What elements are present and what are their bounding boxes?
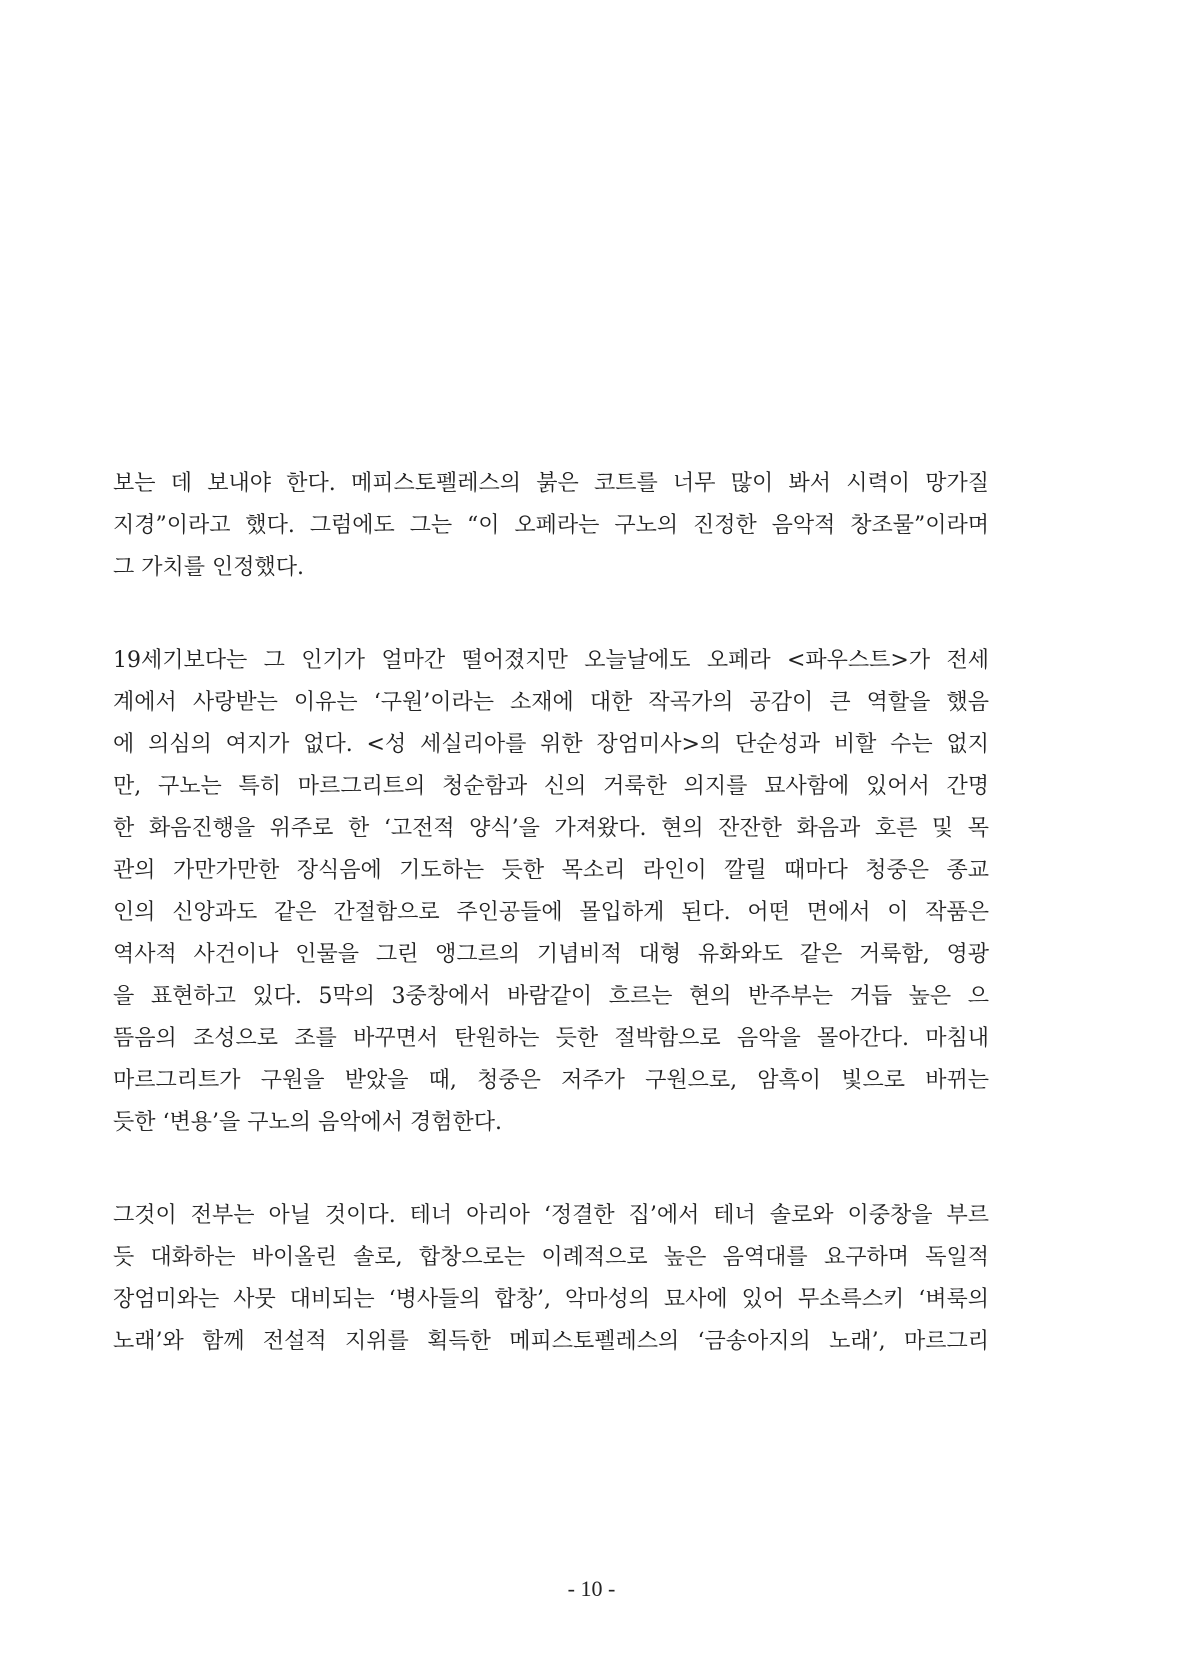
- text-line: 관의 가만가만한 장식음에 기도하는 듯한 목소리 라인이 깔릴 때마다 청중은 종교: [113, 858, 989, 883]
- paragraph: [113, 1195, 989, 1363]
- text-line: 인의 신앙과도 같은 간절함으로 주인공들에 몰입하게 된다. 어떤 면에서 이 작품은: [113, 900, 989, 925]
- text-line: 듯 대화하는 바이올린 솔로, 합창으로는 이례적으로 높은 음역대를 요구하며 독일적: [113, 1245, 989, 1270]
- text-line: 을 표현하고 있다. 5막의 3중창에서 바람같이 흐르는 현의 반주부는 거듭 높은 으: [113, 984, 989, 1009]
- text-line: 마르그리트가 구원을 받았을 때, 청중은 저주가 구원으로, 암흑이 빛으로 바뀌는: [113, 1068, 989, 1093]
- text-line: 에 의심의 여지가 없다. <성 세실리아를 위한 장엄미사>의 단순성과 비할 수는 없지: [113, 732, 989, 757]
- text-line: 장엄미와는 사뭇 대비되는 ‘병사들의 합창’, 악마성의 묘사에 있어 무소륵스키 ‘벼룩의: [113, 1287, 989, 1312]
- text-line: 19세기보다는 그 인기가 얼마간 떨어졌지만 오늘날에도 오페라 <파우스트>가 전세: [113, 648, 989, 673]
- paragraph: [113, 463, 989, 589]
- text-line: 그 가치를 인정했다.: [113, 555, 304, 580]
- text-line: 지경”이라고 했다. 그럼에도 그는 “이 오페라는 구노의 진정한 음악적 창조물”이라며: [113, 513, 989, 538]
- text-line: 노래’와 함께 전설적 지위를 획득한 메피스토펠레스의 ‘금송아지의 노래’, 마르그리: [113, 1329, 989, 1354]
- text-line: 역사적 사건이나 인물을 그린 앵그르의 기념비적 대형 유화와도 같은 거룩함, 영광: [113, 942, 989, 967]
- body-text: [113, 463, 989, 1414]
- paragraph: [113, 640, 989, 1144]
- page-number: - 10 -: [567, 1576, 616, 1601]
- text-line: 보는 데 보내야 한다. 메피스토펠레스의 붉은 코트를 너무 많이 봐서 시력이 망가질: [113, 471, 989, 496]
- text-line: 그것이 전부는 아닐 것이다. 테너 아리아 ‘정결한 집’에서 테너 솔로와 이중창을 부르: [113, 1203, 989, 1228]
- text-line: 한 화음진행을 위주로 한 ‘고전적 양식’을 가져왔다. 현의 잔잔한 화음과 호른 및 목: [113, 816, 989, 841]
- text-line: 만, 구노는 특히 마르그리트의 청순함과 신의 거룩한 의지를 묘사함에 있어서 간명: [113, 774, 989, 799]
- text-line: 듯한 ‘변용’을 구노의 음악에서 경험한다.: [113, 1110, 502, 1135]
- text-line: 뜸음의 조성으로 조를 바꾸면서 탄원하는 듯한 절박함으로 음악을 몰아간다. 마침내: [113, 1026, 989, 1051]
- text-line: 계에서 사랑받는 이유는 ‘구원’이라는 소재에 대한 작곡가의 공감이 큰 역할을 했음: [113, 690, 989, 715]
